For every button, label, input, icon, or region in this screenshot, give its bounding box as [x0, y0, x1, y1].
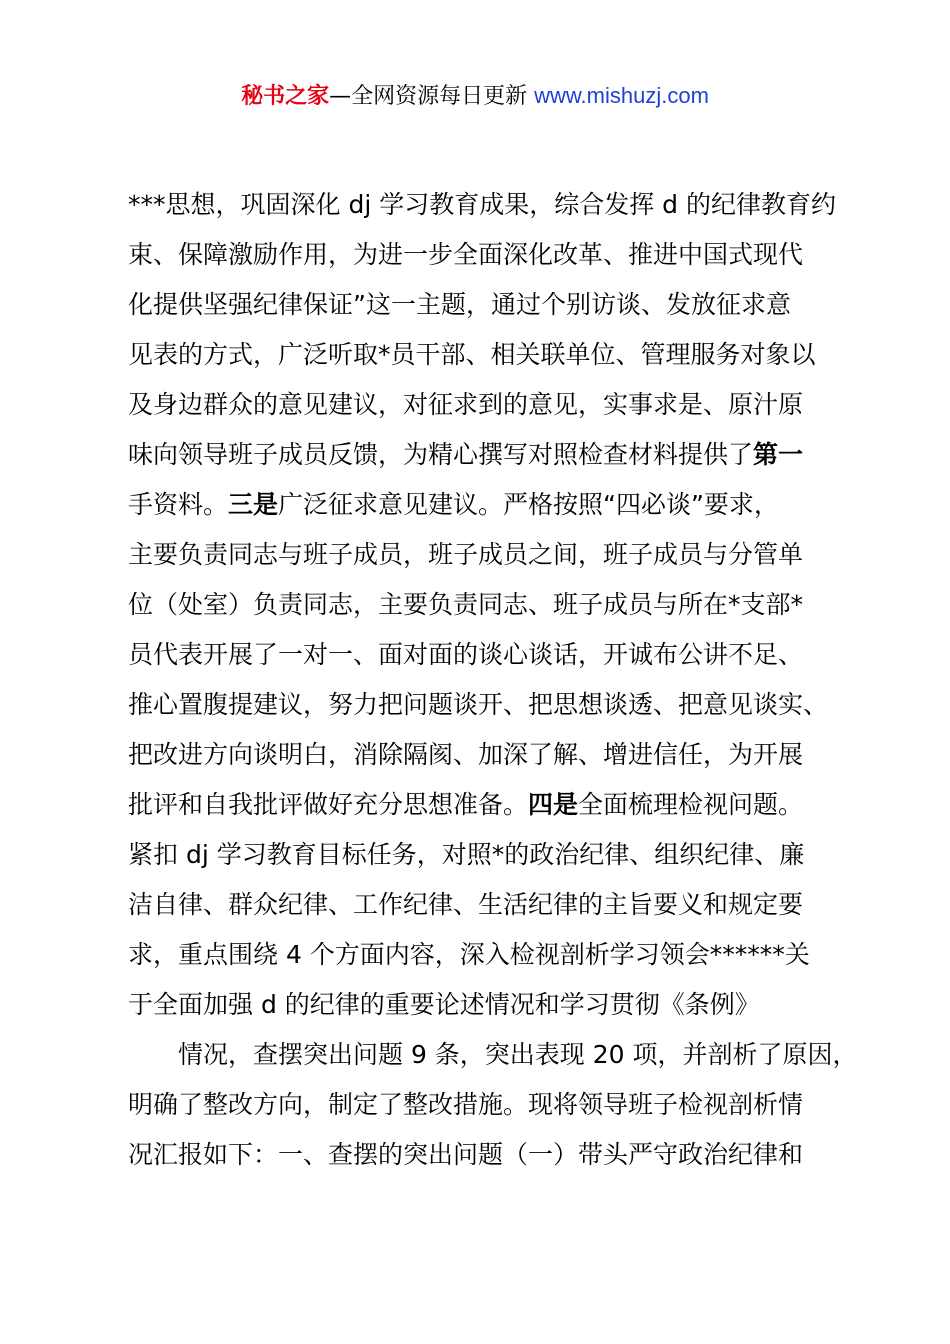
text-line: 化提供坚强纪律保证”这一主题，通过个别访谈、发放征求意	[128, 290, 791, 319]
text-line: 手资料。三是广泛征求意见建议。严格按照“四必谈”要求，	[128, 490, 779, 519]
text-line: 位（处室）负责同志，主要负责同志、班子成员与所在*支部*	[128, 590, 804, 619]
header-tagline: —全网资源每日更新	[329, 84, 535, 109]
text-line: 情况，查摆突出问题 9 条，突出表现 20 项，并剖析了原因，	[178, 1040, 858, 1069]
text-line: 及身边群众的意见建议，对征求到的意见，实事求是、原汁原	[128, 390, 804, 419]
text-line: 洁自律、群众纪律、工作纪律、生活纪律的主旨要义和规定要	[128, 890, 804, 919]
brand-name: 秘书之家	[241, 84, 330, 109]
text-line: 况汇报如下：一、查摆的突出问题（一）带头严守政治纪律和	[128, 1140, 804, 1169]
text-line: 把改进方向谈明白，消除隔阂、加深了解、增进信任，为开展	[128, 740, 804, 769]
text-line: 批评和自我批评做好充分思想准备。四是全面梳理检视问题。	[128, 790, 804, 819]
text-line: 于全面加强 d 的纪律的重要论述情况和学习贯彻《条例》	[128, 990, 760, 1019]
document-body	[128, 180, 858, 1180]
text-line: 求，重点围绕 4 个方面内容，深入检视剖析学习领会******关	[128, 940, 810, 969]
bold-text: 第一	[753, 440, 804, 469]
text-line: 明确了整改方向，制定了整改措施。现将领导班子检视剖析情	[128, 1090, 804, 1119]
text-line: 推心置腹提建议，努力把问题谈开、把思想谈透、把意见谈实、	[128, 690, 829, 719]
bold-text: 三是	[228, 490, 279, 519]
website-link[interactable]: www.mishuzj.com	[534, 83, 709, 108]
text-line: 见表的方式，广泛听取*员干部、相关联单位、管理服务对象以	[128, 340, 816, 369]
text-line: 员代表开展了一对一、面对面的谈心谈话，开诚布公讲不足、	[128, 640, 804, 669]
text-line: ***思想，巩固深化 dj 学习教育成果，综合发挥 d 的纪律教育约	[128, 190, 836, 219]
bold-text: 四是	[528, 790, 579, 819]
text-line: 紧扣 dj 学习教育目标任务，对照*的政治纪律、组织纪律、廉	[128, 840, 805, 869]
page-header	[0, 80, 950, 113]
text-line: 束、保障激励作用，为进一步全面深化改革、推进中国式现代	[128, 240, 804, 269]
text-line: 主要负责同志与班子成员，班子成员之间，班子成员与分管单	[128, 540, 804, 569]
text-line: 味向领导班子成员反馈，为精心撰写对照检查材料提供了第一	[128, 440, 804, 469]
